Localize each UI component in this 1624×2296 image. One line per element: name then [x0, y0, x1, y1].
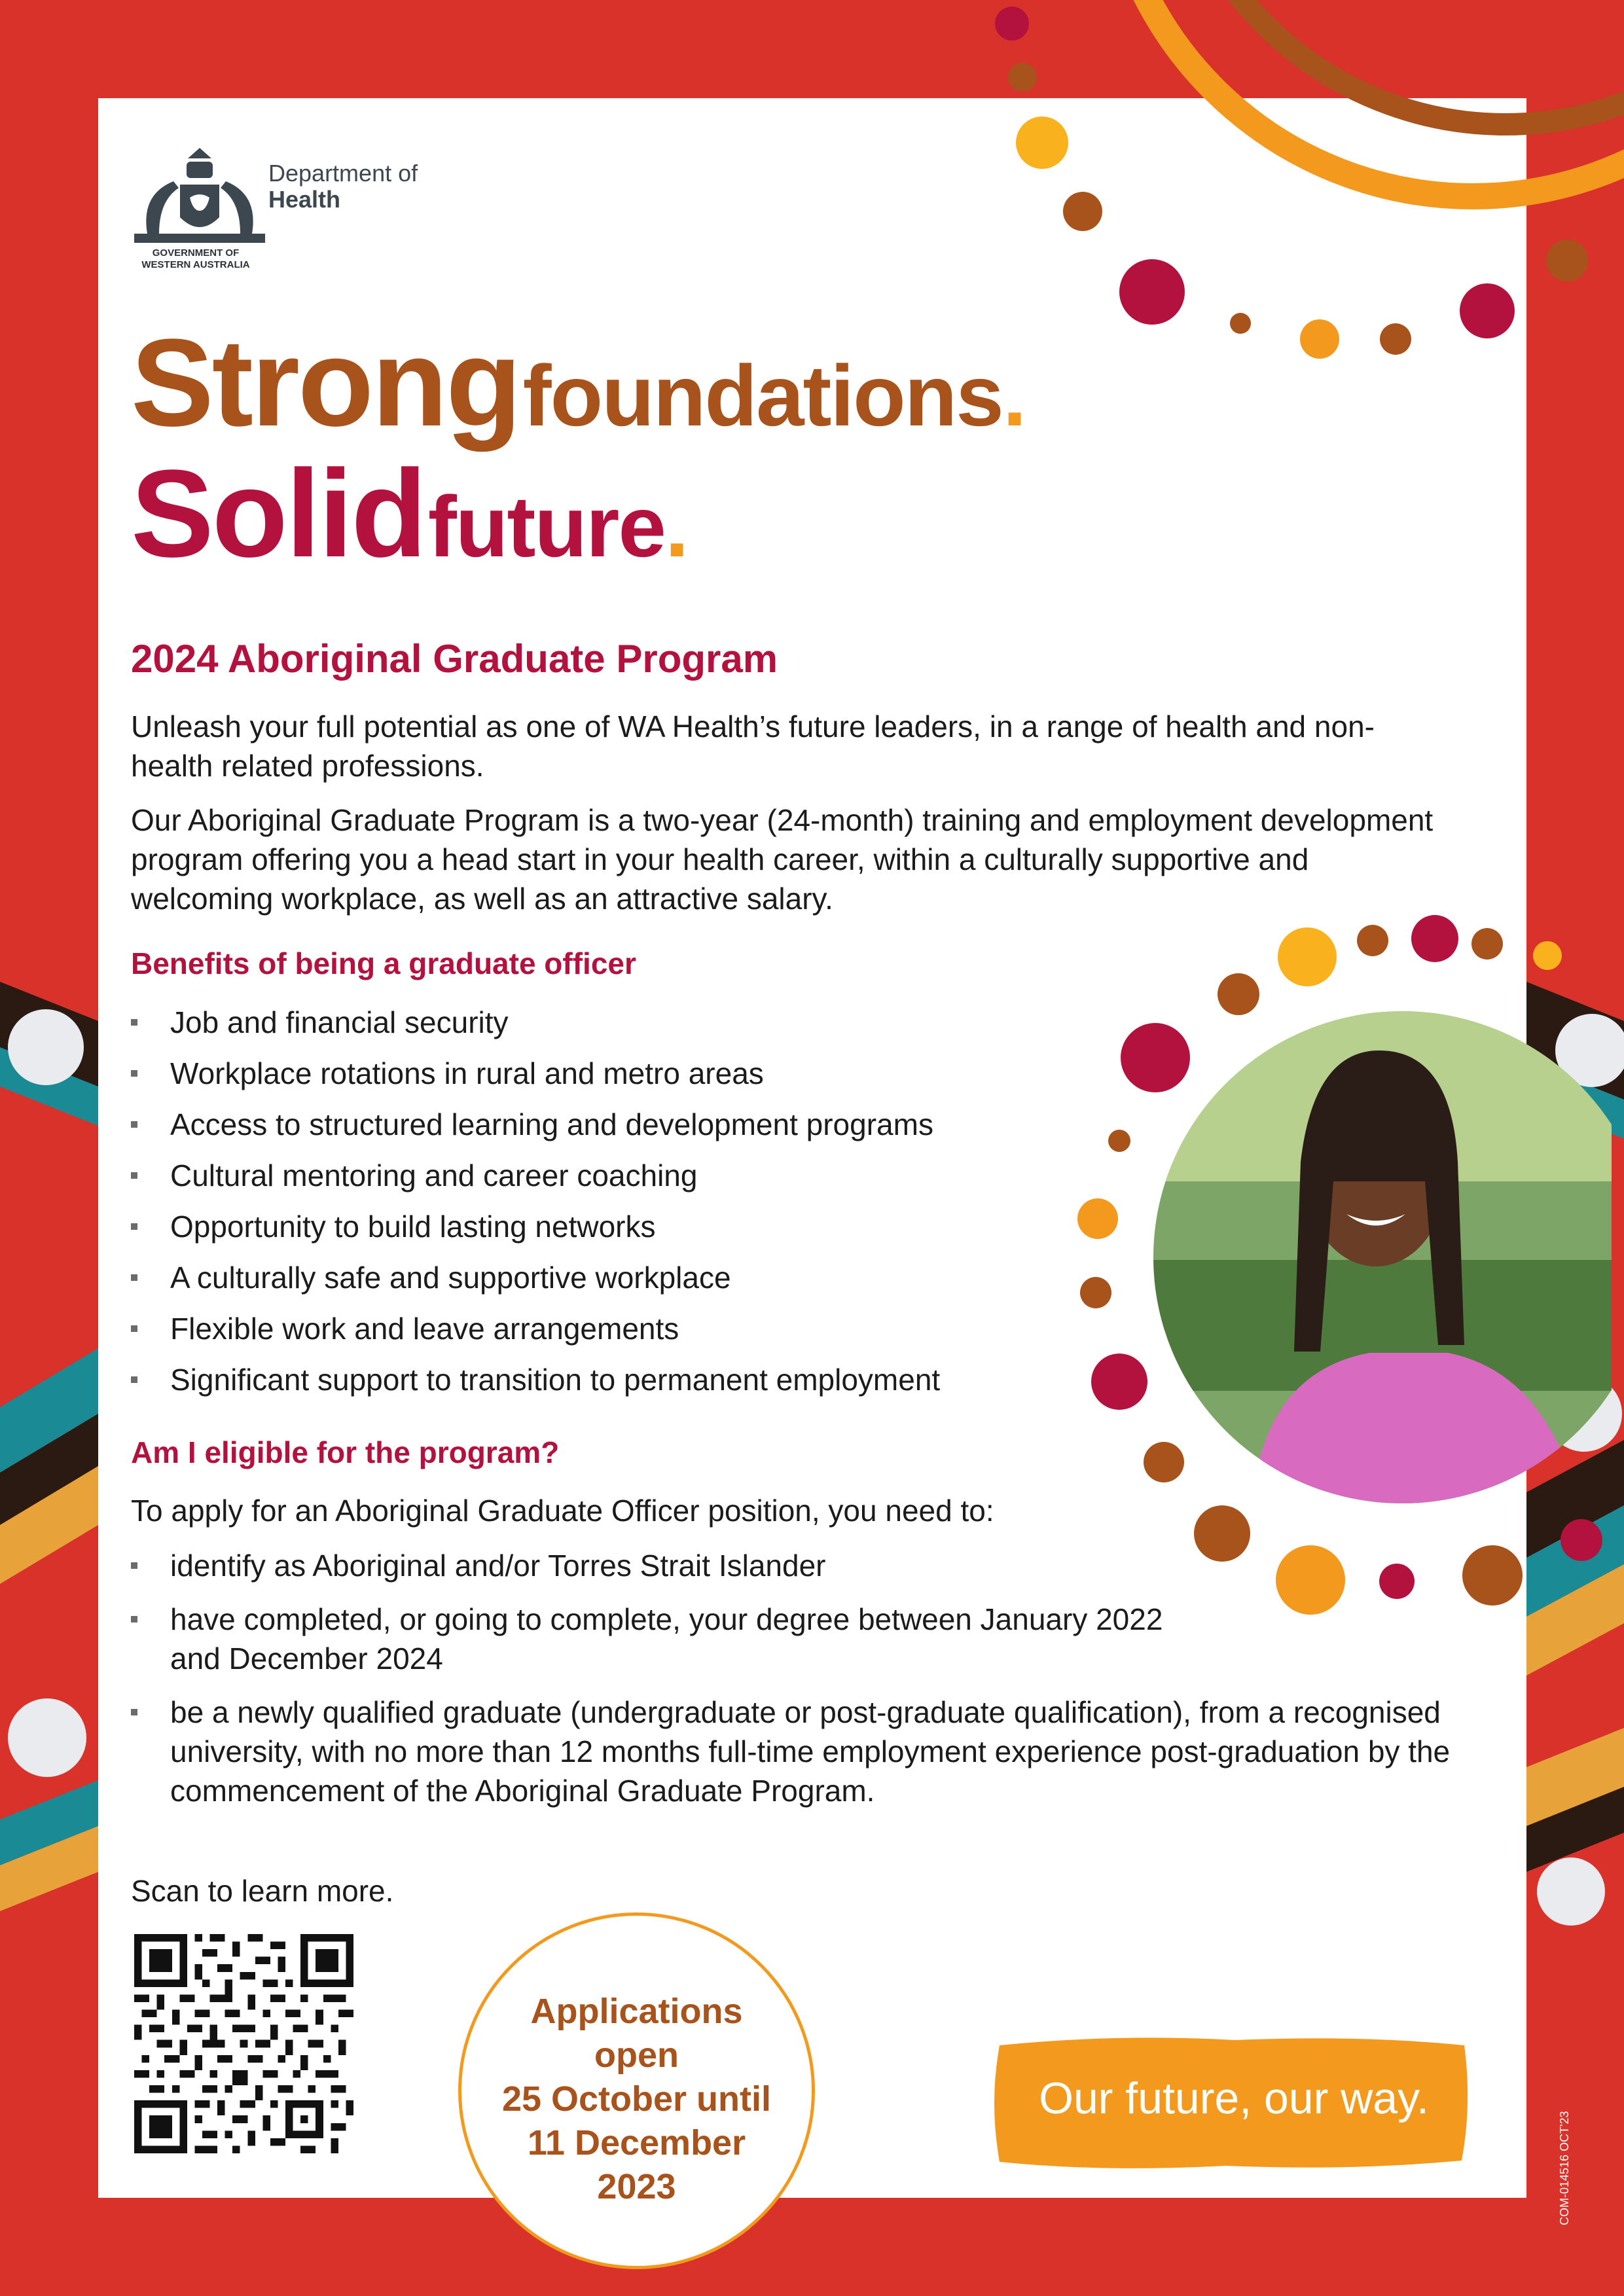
intro-paragraph: Unleash your full potential as one of WA Health’s future leaders, in a range of health and non-health related professions.	[131, 709, 1375, 783]
headline-strong: Strong	[131, 314, 520, 452]
applications-dates	[458, 1990, 815, 2209]
intro-paragraph: Our Aboriginal Graduate Program is a two-year (24-month) training and employment development program offering you a head start in your health career, within a culturally supportive and welcoming workplace, as well as an attractive salary.	[131, 803, 1434, 916]
benefit-item: Opportunity to build lasting networks	[131, 1207, 1113, 1246]
benefit-item: Flexible work and leave arrangements	[131, 1309, 1113, 1348]
eligibility-item: have completed, or going to complete, your degree between January 2022 and December 2024	[131, 1600, 1218, 1678]
benefit-item: Workplace rotations in rural and metro areas	[131, 1054, 1113, 1093]
eligibility-list	[131, 1546, 1466, 1825]
qr-code-icon[interactable]	[134, 1934, 353, 2153]
graduate-photo	[1153, 1011, 1612, 1503]
benefits-heading: Benefits of being a graduate officer	[131, 946, 636, 980]
headline-line2	[131, 444, 688, 583]
applications-line: 2023	[597, 2167, 676, 2206]
benefit-item: Significant support to transition to permanent employment	[131, 1360, 1113, 1399]
document-code: COM-014516 OCT'23	[1558, 2111, 1571, 2225]
benefit-item: Cultural mentoring and career coaching	[131, 1156, 1113, 1195]
program-title: 2024 Aboriginal Graduate Program	[131, 637, 778, 681]
applications-line: open	[594, 2036, 679, 2075]
slogan: Our future, our way.	[1039, 2073, 1429, 2123]
benefits-list	[131, 1003, 1113, 1411]
benefit-item: Access to structured learning and development programs	[131, 1105, 1113, 1144]
benefit-item: A culturally safe and supportive workplace	[131, 1258, 1113, 1297]
department-name-line2: Health	[268, 186, 341, 213]
government-label-line2: WESTERN AUSTRALIA	[141, 259, 250, 270]
government-label-line1: GOVERNMENT OF	[152, 247, 240, 259]
eligibility-heading: Am I eligible for the program?	[131, 1435, 560, 1469]
benefit-item: Job and financial security	[131, 1003, 1113, 1042]
eligibility-item: identify as Aboriginal and/or Torres Strait Islander	[131, 1546, 1466, 1585]
headline-foundations: foundations	[522, 348, 1003, 444]
headline-period: .	[664, 478, 688, 575]
scan-prompt: Scan to learn more.	[131, 1874, 394, 1908]
headline-period: .	[1002, 348, 1026, 444]
wa-coat-of-arms-icon	[134, 145, 265, 243]
applications-line: 25 October until	[501, 2079, 772, 2119]
department-name-line1: Department of	[268, 160, 418, 187]
applications-line: 11 December	[527, 2123, 746, 2162]
eligibility-intro: To apply for an Aboriginal Graduate Officer position, you need to:	[131, 1494, 994, 1528]
headline-solid: Solid	[131, 444, 425, 583]
headline-line1	[131, 314, 1026, 452]
headline-future: future	[427, 478, 665, 575]
applications-line: Applications	[530, 1992, 743, 2031]
eligibility-item: be a newly qualified graduate (undergraduate or post-graduate qualification), from a recognised university, with no more than 12 months full-time employment experience post-graduation by the commencement of the Aboriginal Graduate Program.	[131, 1693, 1466, 1810]
